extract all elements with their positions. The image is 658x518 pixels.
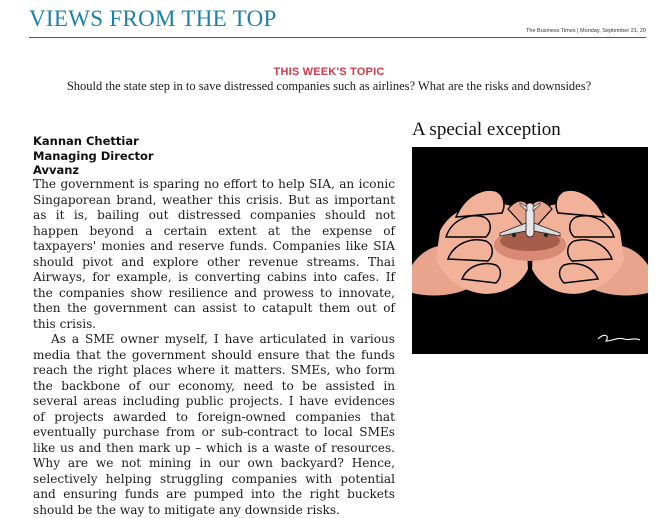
- author-name: Kannan Chettiar: [33, 134, 139, 148]
- article-paragraph: As a SME owner myself, I have articulated in various media that the government should ensure that the funds reach the right places where it matters. SMEs, who form the backbone of our economy, need to be assisted in several areas including public projects. I have evidences of projects awarded to foreign-owned companies that eventually purchase from or sub-contract to local SMEs like us and then mark up – which is a waste of resources. Why are we not mining in our own backyard? Hence, selectively helping struggling companies with potential and ensuring funds are pumped into the right buckets should be the way to mitigate any downside risks.: [33, 332, 395, 517]
- publication-info: The Business Times | Monday, September 21, 20: [526, 28, 646, 34]
- author-block: [33, 134, 154, 178]
- article-body: [33, 177, 395, 518]
- author-role: Managing Director: [33, 148, 154, 163]
- header-divider: [29, 37, 646, 38]
- author-company: Avvanz: [33, 163, 80, 177]
- topic-question: Should the state step in to save distressed companies such as airlines? What are the risks and downsides?: [66, 79, 592, 93]
- topic-label: THIS WEEK'S TOPIC: [273, 66, 385, 78]
- hands-airplane-illustration: [412, 147, 648, 354]
- article-paragraph: The government is sparing no effort to help SIA, an iconic Singaporean brand, weather this crisis. But as important as it is, bailing out distressed companies should not happen beyond a certain extent at the expense of taxpayers' monies and reserve funds. Companies like SIA should pivot and explore other revenue streams. Thai Airways, for example, is converting cabins into cafes. If the companies show resilience and prowess to innovate, then the government can assist to catapult them out of this crisis.: [33, 177, 395, 331]
- feature-headline: A special exception: [412, 119, 561, 140]
- section-title: VIEWS FROM THE TOP: [29, 6, 277, 31]
